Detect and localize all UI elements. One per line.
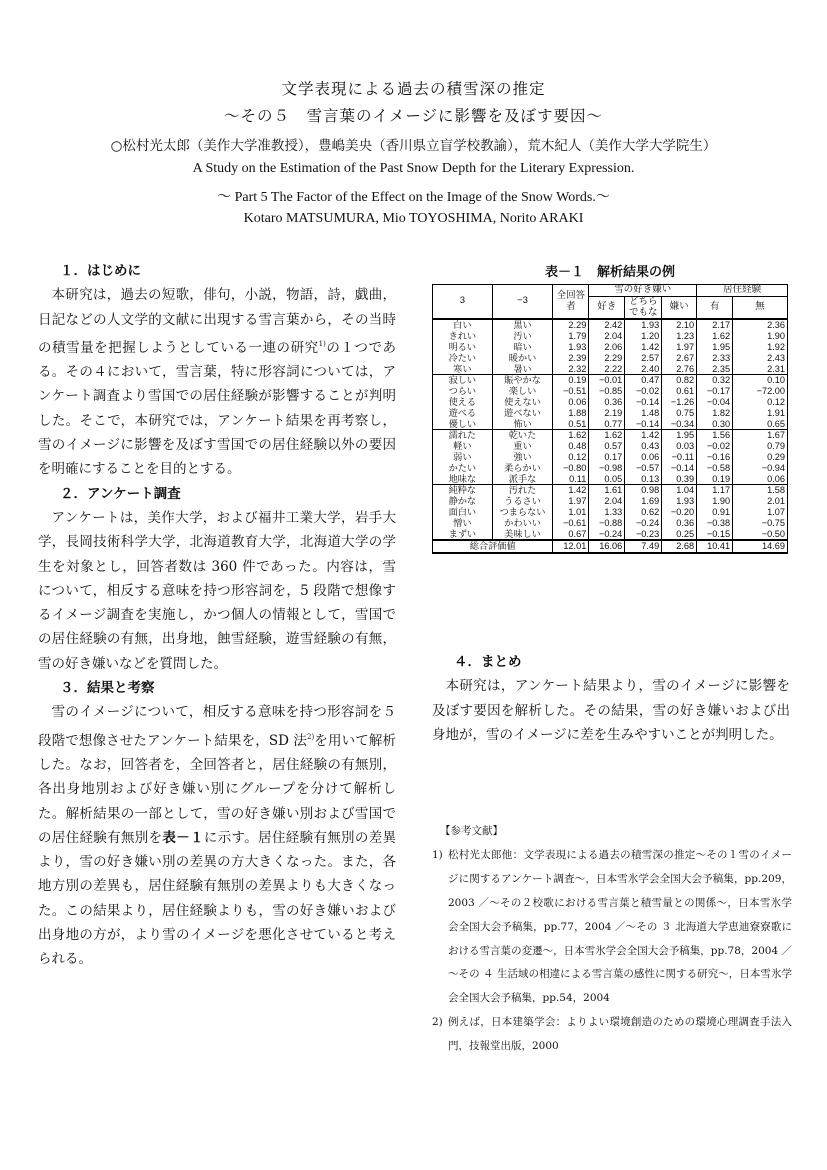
table-value-cell: 0.61 <box>662 386 697 397</box>
table-row <box>433 397 788 408</box>
table-row <box>433 507 788 518</box>
table-value-cell: 2.01 <box>733 496 788 507</box>
table-row <box>433 430 788 441</box>
table-value-cell: 2.40 <box>625 364 662 375</box>
table-value-cell: 1.56 <box>697 430 733 441</box>
table-value-cell: 0.51 <box>553 419 589 430</box>
col-header-either: どちらでもな <box>625 296 662 319</box>
table-value-cell: −0.38 <box>697 518 733 529</box>
table-value-cell: −0.75 <box>733 518 788 529</box>
table-value-cell: 0.39 <box>662 474 697 485</box>
table-value-cell: 1.62 <box>589 430 625 441</box>
table-row <box>433 518 788 529</box>
table-word-cell: かわいい <box>492 518 553 529</box>
table-value-cell: −0.20 <box>662 507 697 518</box>
reference-number: 2) <box>432 1016 443 1029</box>
table-word-cell: 重い <box>492 441 553 452</box>
table-row <box>433 529 788 541</box>
total-value: 7.49 <box>625 540 662 553</box>
subtitle-ja: ～その５ 雪言葉のイメージに影響を及ぼす要因～ <box>223 107 604 125</box>
right-column <box>432 650 790 747</box>
table-value-cell: 0.47 <box>625 375 662 386</box>
references-title: 【参考文献】 <box>440 825 503 837</box>
col-header-like: 好き <box>589 296 625 319</box>
authors-ja: ○松村光太郎（美作大学准教授），豊嶋美央（香川県立盲学校教諭），荒木紀人（美作大学大学院生） <box>110 138 717 154</box>
title-en: A Study on the Estimation of the Past Snow Depth for the Literary Expression. <box>192 161 635 176</box>
table-value-cell: 2.31 <box>733 364 788 375</box>
table-value-cell: 0.36 <box>662 518 697 529</box>
table-value-cell: −0.50 <box>733 529 788 541</box>
table-value-cell: 2.33 <box>697 353 733 364</box>
subtitle-en: ～ Part 5 The Factor of the Effect on the Image of the Snow Words.～ <box>217 190 610 205</box>
table-value-cell: 0.17 <box>589 452 625 463</box>
table-word-cell: 使えない <box>492 397 553 408</box>
table-value-cell: 1.62 <box>697 331 733 342</box>
table-value-cell: 1.42 <box>625 430 662 441</box>
table-value-cell: 1.97 <box>662 342 697 353</box>
total-value: 16.06 <box>589 540 625 553</box>
table-value-cell: 2.42 <box>589 319 625 331</box>
col-header-yes: 有 <box>697 296 733 319</box>
intro-paragraph: 本研究は，過去の短歌，俳句，小説，物語，詩，戯曲，日記などの人文学的文献に出現する雪言葉から，その当時の積雪量を把握しようとしている一連の研究$^{1)}$の１つである。その４において，雪言葉，特に形容詞については，アンケート調査より雪国での居住経験が影響することが判明した。そこで，本研究では，アンケート結果を再考察し，雪のイメージに影響を及ぼす雪国での居住経験以外の要因を明確にすることを目的とする。 <box>38 287 397 478</box>
table-value-cell: 1.97 <box>553 496 589 507</box>
table-value-cell: 2.17 <box>697 319 733 331</box>
table-value-cell: 0.12 <box>733 397 788 408</box>
table-value-cell: −0.17 <box>697 386 733 397</box>
table-word-cell: 憎い <box>433 518 493 529</box>
table-word-cell: うるさい <box>492 496 553 507</box>
col-header-no: 無 <box>733 296 788 319</box>
table-value-cell: 0.19 <box>697 474 733 485</box>
title-ja: 文学表現による過去の積雪深の推定 <box>281 80 546 98</box>
table-value-cell: −0.94 <box>733 463 788 474</box>
table-value-cell: 1.69 <box>625 496 662 507</box>
table-value-cell: −0.80 <box>553 463 589 474</box>
table-word-cell: 面白い <box>433 507 493 518</box>
table-word-cell: 柔らかい <box>492 463 553 474</box>
table-row <box>433 496 788 507</box>
table-value-cell: −0.34 <box>662 419 697 430</box>
section-heading-survey: ２．アンケート調査 <box>60 485 181 502</box>
table-word-cell: 冷たい <box>433 353 493 364</box>
table-value-cell: 0.12 <box>553 452 589 463</box>
col-header-dislike: 嫌い <box>662 296 697 319</box>
table-value-cell: 1.91 <box>733 408 788 419</box>
table-value-cell: 0.11 <box>553 474 589 485</box>
table-value-cell: −0.14 <box>625 397 662 408</box>
table-word-cell: 白い <box>433 319 493 331</box>
table-word-cell: 賑やかな <box>492 375 553 386</box>
results-table <box>432 284 788 554</box>
table-value-cell: 1.58 <box>733 485 788 496</box>
table-value-cell: 0.36 <box>589 397 625 408</box>
table-value-cell: 1.01 <box>553 507 589 518</box>
table-value-cell: 0.32 <box>697 375 733 386</box>
total-label: 総合評価値 <box>433 540 553 553</box>
col-header-3: 3 <box>433 285 493 320</box>
table-word-cell: 暑い <box>492 364 553 375</box>
table-value-cell: 2.22 <box>589 364 625 375</box>
table-value-cell: 2.57 <box>625 353 662 364</box>
table-row <box>433 474 788 485</box>
table-value-cell: 0.30 <box>697 419 733 430</box>
table-value-cell: 2.35 <box>697 364 733 375</box>
reference-item <box>432 844 792 1011</box>
table-value-cell: 0.75 <box>662 408 697 419</box>
table-value-cell: 1.20 <box>625 331 662 342</box>
table-value-cell: −0.24 <box>589 529 625 541</box>
table-word-cell: 遊べる <box>433 408 493 419</box>
table-row <box>433 408 788 419</box>
table-value-cell: 1.62 <box>553 430 589 441</box>
table-value-cell: −1.26 <box>662 397 697 408</box>
col-header-all: 全回答者 <box>553 285 589 320</box>
table-value-cell: 1.93 <box>625 319 662 331</box>
table-value-cell: −0.58 <box>697 463 733 474</box>
table-value-cell: 1.95 <box>697 342 733 353</box>
table-value-cell: 0.67 <box>553 529 589 541</box>
table-word-cell: 明るい <box>433 342 493 353</box>
table-value-cell: 1.33 <box>589 507 625 518</box>
table-value-cell: 2.76 <box>662 364 697 375</box>
table-value-cell: 1.92 <box>733 342 788 353</box>
table-value-cell: 1.67 <box>733 430 788 441</box>
table-value-cell: 2.29 <box>589 353 625 364</box>
table-word-cell: 強い <box>492 452 553 463</box>
col-group-like: 雪の好き嫌い <box>589 285 697 297</box>
table-value-cell: 0.82 <box>662 375 697 386</box>
table-row <box>433 485 788 496</box>
table-value-cell: −72.00 <box>733 386 788 397</box>
table-value-cell: 0.62 <box>625 507 662 518</box>
section-heading-intro: １．はじめに <box>60 263 141 279</box>
reference-number: 1) <box>432 848 443 861</box>
table-value-cell: 1.04 <box>662 485 697 496</box>
table-value-cell: 1.95 <box>662 430 697 441</box>
table-word-cell: 使える <box>433 397 493 408</box>
table-word-cell: 怖い <box>492 419 553 430</box>
table-value-cell: 0.91 <box>697 507 733 518</box>
table-word-cell: つらい <box>433 386 493 397</box>
table-word-cell: 乾いた <box>492 430 553 441</box>
table-reference: 表－１ <box>162 829 204 846</box>
table-value-cell: −0.98 <box>589 463 625 474</box>
table-value-cell: 0.79 <box>733 441 788 452</box>
table-word-cell: 遊べない <box>492 408 553 419</box>
references <box>432 820 792 1059</box>
total-value: 2.68 <box>662 540 697 553</box>
table-word-cell: 地味な <box>433 474 493 485</box>
table-row <box>433 419 788 430</box>
summary-paragraph: 本研究は，アンケート結果より，雪のイメージに影響を及ぼす要因を解析した。その結果，雪の好き嫌いおよび出身地が，雪のイメージに差を生みやすいことが判明した。 <box>432 678 790 743</box>
table-value-cell: 1.42 <box>625 342 662 353</box>
table-value-cell: 2.36 <box>733 319 788 331</box>
left-column <box>38 259 396 972</box>
total-value: 14.69 <box>733 540 788 553</box>
table-value-cell: 1.90 <box>697 496 733 507</box>
table-value-cell: 2.06 <box>589 342 625 353</box>
table-value-cell: −0.04 <box>697 397 733 408</box>
table-row <box>433 463 788 474</box>
table-value-cell: 0.98 <box>625 485 662 496</box>
table-word-cell: 汚い <box>492 331 553 342</box>
table-word-cell: 楽しい <box>492 386 553 397</box>
col-group-residence: 居住経験 <box>697 285 788 297</box>
table-value-cell: −0.15 <box>697 529 733 541</box>
table-value-cell: 0.10 <box>733 375 788 386</box>
table-value-cell: −0.51 <box>553 386 589 397</box>
table-row <box>433 375 788 386</box>
table-value-cell: 1.93 <box>553 342 589 353</box>
table-body <box>433 319 788 540</box>
table-value-cell: 0.19 <box>553 375 589 386</box>
table-value-cell: 0.43 <box>625 441 662 452</box>
col-header-minus3: −3 <box>492 285 553 320</box>
table-word-cell: 暗い <box>492 342 553 353</box>
table-value-cell: 0.06 <box>625 452 662 463</box>
table-value-cell: 1.61 <box>589 485 625 496</box>
table-value-cell: 2.29 <box>553 319 589 331</box>
table-row <box>433 342 788 353</box>
table-word-cell: 優しい <box>433 419 493 430</box>
total-value: 12.01 <box>553 540 589 553</box>
table-value-cell: 1.90 <box>733 331 788 342</box>
table-row <box>433 364 788 375</box>
table-total-row <box>433 540 788 553</box>
table-value-cell: −0.02 <box>625 386 662 397</box>
table-word-cell: 寒い <box>433 364 493 375</box>
table-value-cell: 1.42 <box>553 485 589 496</box>
table-value-cell: 2.43 <box>733 353 788 364</box>
table-value-cell: 2.04 <box>589 331 625 342</box>
table-value-cell: −0.57 <box>625 463 662 474</box>
table-word-cell: かたい <box>433 463 493 474</box>
reference-text: 例えば，日本建築学会：よりよい環境創造のための環境心理調査手法入門，技報堂出版，2000 <box>448 1016 792 1053</box>
table-word-cell: 静かな <box>433 496 493 507</box>
table-value-cell: −0.02 <box>697 441 733 452</box>
table-value-cell: 1.07 <box>733 507 788 518</box>
table-value-cell: 1.17 <box>697 485 733 496</box>
table-value-cell: 2.32 <box>553 364 589 375</box>
table-value-cell: 1.88 <box>553 408 589 419</box>
table-word-cell: 濡れた <box>433 430 493 441</box>
table-value-cell: 0.06 <box>733 474 788 485</box>
table-value-cell: −0.14 <box>625 419 662 430</box>
reference-text: 松村光太郎他：文学表現による過去の積雪深の推定～その１雪のイメージに関するアンケート調査～，日本雪氷学会全国大会予稿集，pp.209，2003 ／～その２校歌における雪言葉と積雪量との関係～，日本雪氷学会全国大会予稿集，pp.77，2004 ／～その ３ 北海道大学恵迪寮寮歌における雪言葉の変遷～，日本雪氷学会全国大会予稿集，pp.78，2004 ／～その ４ 生活域の相違による雪言葉の感性に関する研究～，日本雪氷学会全国大会予稿集，pp.54，2004 <box>448 848 792 1005</box>
table-value-cell: 2.04 <box>589 496 625 507</box>
table-word-cell: 軽い <box>433 441 493 452</box>
table-value-cell: 2.19 <box>589 408 625 419</box>
table-value-cell: −0.16 <box>697 452 733 463</box>
table-value-cell: −0.88 <box>589 518 625 529</box>
results-paragraph: 雪のイメージについて，相反する意味を持つ形容詞を５段階で想像させたアンケート結果を，SD 法$^{2)}$を用いて解析した。なお，回答者を，全回答者と，居住経験の有無別，各出身地別および好き嫌い別にグループを分けて解析した。解析結果の一部として，雪の好き嫌い別および雪国での居住経験有無別を表－１に示す。居住経験有無別の差異より，雪の好き嫌い別の差異の方大きくなった。また，各地方別の差異も，居住経験有無別の差異よりも大きくなった。この結果より，居住経験よりも，雪の好き嫌いおよび出身地の方が，より雪のイメージを悪化させていると考えられる。 <box>38 704 397 968</box>
table-row <box>433 331 788 342</box>
table-value-cell: −0.61 <box>553 518 589 529</box>
authors-en: Kotaro MATSUMURA, Mio TOYOSHIMA, Norito ARAKI <box>243 211 584 226</box>
table-value-cell: −0.24 <box>625 518 662 529</box>
table-value-cell: −0.11 <box>662 452 697 463</box>
table-value-cell: 2.67 <box>662 353 697 364</box>
table-value-cell: 1.93 <box>662 496 697 507</box>
table-word-cell: 寂しい <box>433 375 493 386</box>
table-value-cell: 0.48 <box>553 441 589 452</box>
table-word-cell: まずい <box>433 529 493 541</box>
table-word-cell: 暖かい <box>492 353 553 364</box>
table-value-cell: 0.06 <box>553 397 589 408</box>
table-value-cell: 0.25 <box>662 529 697 541</box>
table-value-cell: −0.23 <box>625 529 662 541</box>
table-value-cell: −0.85 <box>589 386 625 397</box>
table-value-cell: 0.29 <box>733 452 788 463</box>
table-row <box>433 353 788 364</box>
section-heading-results: ３．結果と考察 <box>60 680 155 697</box>
table-value-cell: 1.82 <box>697 408 733 419</box>
table-row <box>433 386 788 397</box>
table-value-cell: 2.39 <box>553 353 589 364</box>
table-value-cell: 0.57 <box>589 441 625 452</box>
table-row <box>433 441 788 452</box>
table-caption: 表－１ 解析結果の例 <box>544 265 675 280</box>
table-word-cell: 派手な <box>492 474 553 485</box>
table-word-cell: 美味しい <box>492 529 553 541</box>
ref-marker-2: 2) <box>307 732 315 741</box>
table-row <box>433 452 788 463</box>
table-value-cell: 0.65 <box>733 419 788 430</box>
table-row <box>433 319 788 331</box>
table-value-cell: 2.10 <box>662 319 697 331</box>
table-value-cell: −0.14 <box>662 463 697 474</box>
total-value: 10.41 <box>697 540 733 553</box>
table-word-cell: きれい <box>433 331 493 342</box>
table-value-cell: 0.13 <box>625 474 662 485</box>
table-value-cell: 1.23 <box>662 331 697 342</box>
table-value-cell: 1.48 <box>625 408 662 419</box>
table-value-cell: 1.79 <box>553 331 589 342</box>
table-word-cell: 弱い <box>433 452 493 463</box>
ref-marker-1: 1) <box>318 339 326 348</box>
reference-item <box>432 1011 792 1059</box>
table-value-cell: 0.03 <box>662 441 697 452</box>
survey-paragraph: アンケートは，美作大学，および福井工業大学，岩手大学，長岡技術科学大学，北海道教育大学，北海道大学の学生を対象とし，回答者数は 360 件であった。内容は，雪について，相反する意味を持つ形容詞を，5 段階で想像するイメージ調査を実施し，かつ個人の情報として，雪国での居住経験の有無，出身地，蝕雪経験，遊雪経験の有無，雪の好き嫌いなどを質問した。 <box>38 509 396 672</box>
section-heading-summary: ４．まとめ <box>454 654 522 670</box>
table-value-cell: −0.01 <box>589 375 625 386</box>
table-word-cell: つまらない <box>492 507 553 518</box>
table-value-cell: 0.77 <box>589 419 625 430</box>
table-word-cell: 汚れた <box>492 485 553 496</box>
table-word-cell: 純粋な <box>433 485 493 496</box>
table-word-cell: 黒い <box>492 319 553 331</box>
table-value-cell: 0.05 <box>589 474 625 485</box>
